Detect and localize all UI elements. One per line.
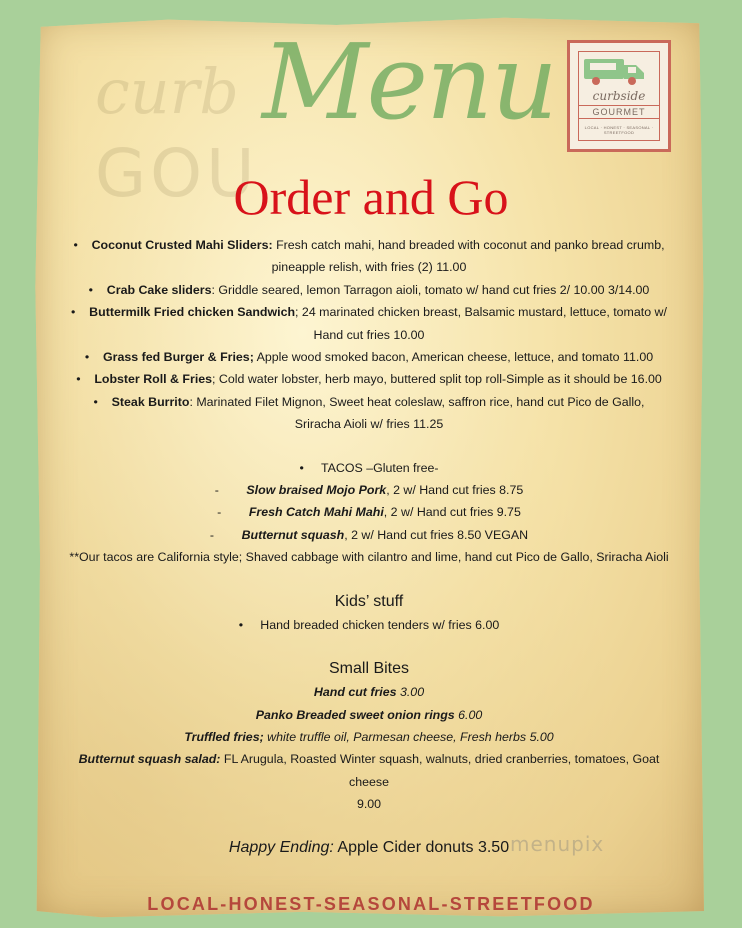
background-ghost-lettering-2: GOU bbox=[95, 135, 259, 212]
menu-item: • Lobster Roll & Fries; Cold water lobster, herb mayo, buttered split top roll-Simple as it should be 16.00 bbox=[76, 372, 662, 387]
kids-heading: Kids’ stuff bbox=[334, 592, 404, 610]
small-bite-item: Panko Breaded sweet onion rings 6.00 bbox=[255, 707, 483, 722]
background-ghost-lettering: curb bbox=[95, 55, 239, 128]
taco-item: - Butternut squash, 2 w/ Hand cut fries 8.50 VEGAN bbox=[209, 527, 529, 542]
menu-item: • Buttermilk Fried chicken Sandwich; 24 marinated chicken breast, Balsamic mustard, lettuce, tomato w/ bbox=[71, 305, 667, 320]
taco-item: - Fresh Catch Mahi Mahi, 2 w/ Hand cut fries 9.75 bbox=[217, 505, 521, 520]
curbside-gourmet-logo bbox=[567, 40, 671, 152]
small-bites-heading: Small Bites bbox=[328, 660, 410, 678]
menu-item: • Steak Burrito: Marinated Filet Mignon, Sweet heat coleslaw, saffron rice, hand cut Pico de Gallo, bbox=[93, 394, 645, 409]
menu-item: • Grass fed Burger & Fries; Apple wood smoked bacon, American cheese, lettuce, and tomato 11.00 bbox=[84, 350, 654, 365]
tacos-heading: • TACOS –Gluten free- bbox=[299, 460, 439, 475]
page-title: Order and Go bbox=[233, 169, 509, 225]
small-bite-item: Truffled fries; white truffle oil, Parmesan cheese, Fresh herbs 5.00 bbox=[184, 729, 554, 744]
salad-item-cont: 9.00 bbox=[356, 797, 382, 812]
taco-item: - Slow braised Mojo Pork, 2 w/ Hand cut fries 8.75 bbox=[214, 483, 524, 498]
food-truck-icon bbox=[580, 53, 650, 89]
menu-item-cont: Hand cut fries 10.00 bbox=[313, 327, 425, 342]
menu-content bbox=[66, 234, 672, 859]
happy-ending: Happy Ending: Apple Cider donuts 3.50 bbox=[228, 838, 510, 856]
menu-item-cont: pineapple relish, with fries (2) 11.00 bbox=[271, 260, 467, 275]
menu-item: • Coconut Crusted Mahi Sliders: Fresh catch mahi, hand breaded with coconut and panko bread crumb, bbox=[73, 238, 665, 252]
tacos-note: **Our tacos are California style; Shaved cabbage with cilantro and lime, hand cut Pico de Gallo, Sriracha Aioli bbox=[69, 550, 669, 565]
logo-name: GOURMET bbox=[578, 105, 660, 119]
salad-item: Butternut squash salad: FL Arugula, Roasted Winter squash, walnuts, dried cranberries, tomatoes, Goat cheese bbox=[78, 752, 660, 789]
small-bite-item: Hand cut fries 3.00 bbox=[313, 685, 425, 700]
menu-item-cont: Sriracha Aioli w/ fries 11.25 bbox=[294, 417, 444, 432]
footer-slogan: LOCAL-HONEST-SEASONAL-STREETFOOD bbox=[147, 894, 595, 914]
kids-item: • Hand breaded chicken tenders w/ fries 6.00 bbox=[238, 617, 500, 632]
logo-script-text: curbside bbox=[592, 89, 646, 103]
menu-script-heading: Menu bbox=[262, 21, 556, 143]
logo-tagline: LOCAL · HONEST · SEASONAL · STREETFOOD bbox=[584, 125, 654, 135]
menu-item: • Crab Cake sliders: Griddle seared, lemon Tarragon aioli, tomato w/ hand cut fries 2/ 10.00 3/14.00 bbox=[88, 282, 650, 297]
menupix-watermark: menupix bbox=[510, 832, 605, 856]
